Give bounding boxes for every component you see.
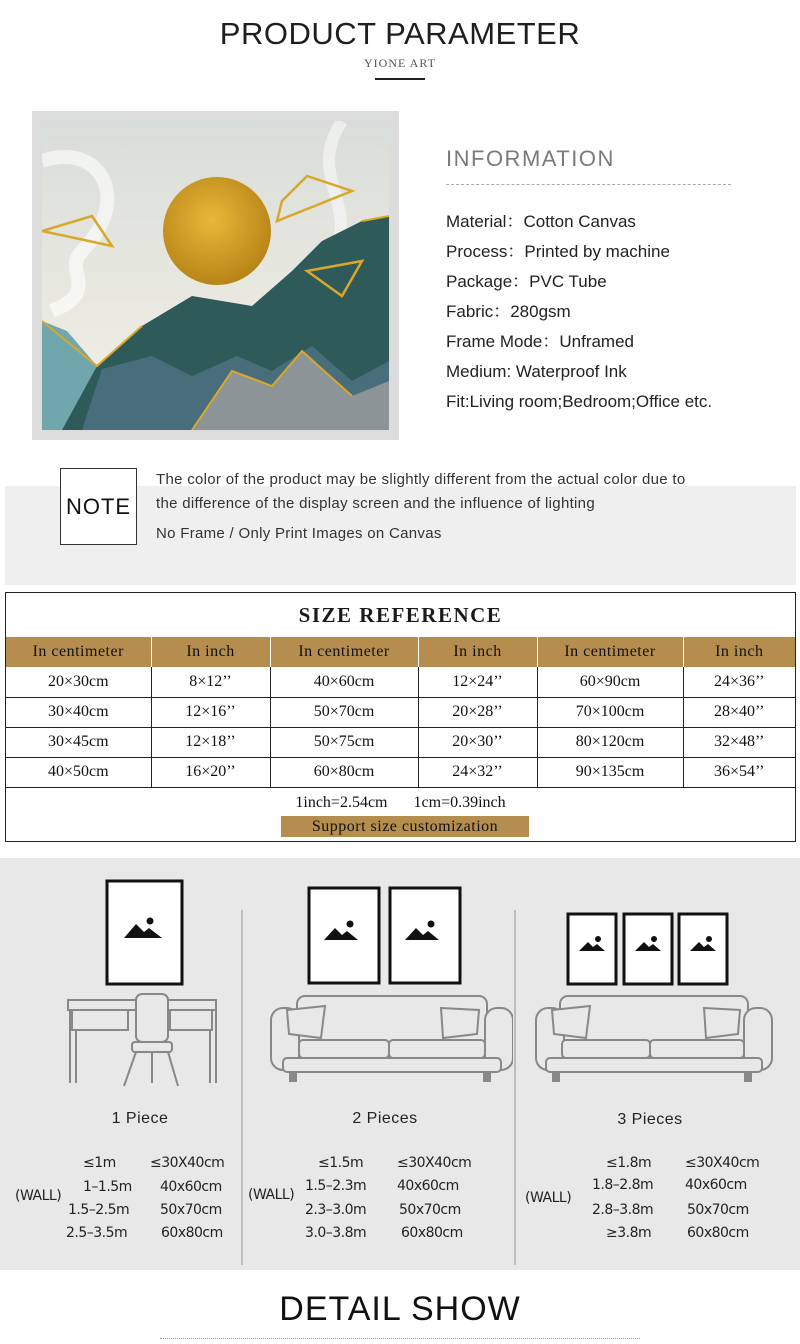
information-list: [446, 207, 776, 417]
table-cell: 12×24’’: [418, 667, 537, 697]
wall-width: 1.5–2.5m: [68, 1202, 130, 1218]
wall-width: 2.5–3.5m: [66, 1225, 128, 1241]
canvas-size: 60x80cm: [401, 1225, 463, 1241]
column-header: In centimeter: [537, 637, 683, 667]
note-line-3: No Frame / Only Print Images on Canvas: [156, 525, 442, 542]
table-cell: 40×60cm: [270, 667, 418, 697]
table-cell: 8×12’’: [151, 667, 270, 697]
table-cell: 24×32’’: [418, 757, 537, 787]
section-divider: [514, 910, 516, 1265]
column-header: In centimeter: [270, 637, 418, 667]
table-cell: 30×45cm: [6, 727, 151, 757]
size-table-header: [6, 637, 795, 667]
wall-width: 1–1.5m: [83, 1179, 132, 1195]
table-cell: 90×135cm: [537, 757, 683, 787]
canvas-size: 40x60cm: [397, 1178, 459, 1194]
info-fit: Fit:Living room;Bedroom;Office etc.: [446, 392, 713, 411]
column-header: In centimeter: [6, 637, 151, 667]
table-cell: 24×36’’: [683, 667, 795, 697]
detail-subtitle-rule: [160, 1338, 640, 1344]
info-frame-mode: Frame Mode：Unframed: [446, 332, 635, 351]
table-cell: 70×100cm: [537, 697, 683, 727]
size-table: [6, 637, 795, 788]
info-material: Material：Cotton Canvas: [446, 212, 636, 231]
canvas-size: ≤30X40cm: [685, 1155, 760, 1171]
wall-label: (WALL): [15, 1188, 62, 1204]
wall-width: 1.5–2.3m: [305, 1178, 367, 1194]
note-label: NOTE: [65, 494, 132, 519]
title-underline: [375, 78, 425, 80]
table-cell: 60×90cm: [537, 667, 683, 697]
wall-width: ≤1m: [83, 1155, 116, 1171]
note-badge: [60, 468, 137, 545]
canvas-size: ≤30X40cm: [397, 1155, 472, 1171]
table-cell: 50×70cm: [270, 697, 418, 727]
table-cell: 30×40cm: [6, 697, 151, 727]
desk-scene-icon: [0, 858, 240, 1098]
table-cell: 12×18’’: [151, 727, 270, 757]
table-cell: 50×75cm: [270, 727, 418, 757]
size-reference-title: SIZE REFERENCE: [298, 603, 503, 627]
customization-banner: Support size customization: [281, 816, 529, 837]
inch-conversion: 1inch=2.54cm: [295, 794, 388, 811]
table-cell: 36×54’’: [683, 757, 795, 787]
wall-label: (WALL): [248, 1187, 295, 1203]
table-cell: 20×30’’: [418, 727, 537, 757]
note-line-2: the difference of the display screen and the influence of lighting: [156, 495, 595, 512]
information-panel: [446, 146, 776, 417]
table-row: [6, 697, 795, 727]
wall-width: 2.3–3.0m: [305, 1202, 367, 1218]
table-cell: 80×120cm: [537, 727, 683, 757]
column-header: In inch: [683, 637, 795, 667]
dashed-divider: [446, 184, 731, 185]
section-divider: [241, 910, 243, 1265]
column-header: In inch: [151, 637, 270, 667]
wall-label: (WALL): [525, 1190, 572, 1206]
room-one-piece: [0, 858, 240, 1270]
room-label: 2 Pieces: [352, 1110, 418, 1127]
table-cell: 20×28’’: [418, 697, 537, 727]
canvas-size: 40x60cm: [160, 1179, 222, 1195]
canvas-size: 50x70cm: [399, 1202, 461, 1218]
canvas-size: 50x70cm: [160, 1202, 222, 1218]
sofa-two-frames-icon: [245, 858, 513, 1098]
detail-show-title: DETAIL SHOW: [279, 1290, 521, 1328]
brand-subtitle: YIONE ART: [364, 56, 436, 70]
cm-conversion: 1cm=0.39inch: [413, 794, 506, 811]
wall-width: ≤1.5m: [318, 1155, 364, 1171]
product-image: [32, 111, 399, 440]
room-two-pieces: [245, 858, 513, 1270]
wall-width: 3.0–3.8m: [305, 1225, 367, 1241]
table-row: [6, 667, 795, 697]
canvas-size: ≤30X40cm: [150, 1155, 225, 1171]
table-row: [6, 727, 795, 757]
wall-width: ≤1.8m: [606, 1155, 652, 1171]
table-cell: 12×16’’: [151, 697, 270, 727]
info-package: Package：PVC Tube: [446, 272, 607, 291]
note-text: [156, 468, 786, 546]
mountain-sun-painting: [42, 121, 389, 430]
room-label: 1 Piece: [111, 1110, 169, 1127]
page-title: PRODUCT PARAMETER: [219, 16, 581, 51]
room-three-pieces: [518, 858, 800, 1270]
table-cell: 40×50cm: [6, 757, 151, 787]
room-size-guide: [0, 858, 800, 1270]
table-cell: 20×30cm: [6, 667, 151, 697]
table-cell: 16×20’’: [151, 757, 270, 787]
table-cell: 28×40’’: [683, 697, 795, 727]
info-fabric: Fabric：280gsm: [446, 302, 571, 321]
table-cell: 32×48’’: [683, 727, 795, 757]
wall-width: 1.8–2.8m: [592, 1177, 654, 1193]
information-heading: INFORMATION: [446, 146, 615, 171]
wall-width: ≥3.8m: [606, 1225, 652, 1241]
note-line-1: The color of the product may be slightly different from the actual color due to: [156, 471, 686, 488]
canvas-size: 40x60cm: [685, 1177, 747, 1193]
canvas-size: 60x80cm: [161, 1225, 223, 1241]
sofa-three-frames-icon: [518, 858, 800, 1098]
wall-width: 2.8–3.8m: [592, 1202, 654, 1218]
info-process: Process：Printed by machine: [446, 242, 670, 261]
canvas-size: 50x70cm: [687, 1202, 749, 1218]
size-reference-table: [5, 592, 796, 842]
unit-conversion: [6, 794, 795, 812]
canvas-size: 60x80cm: [687, 1225, 749, 1241]
room-label: 3 Pieces: [617, 1111, 683, 1128]
column-header: In inch: [418, 637, 537, 667]
page-header: [0, 0, 800, 100]
table-cell: 60×80cm: [270, 757, 418, 787]
info-medium: Medium: Waterproof Ink: [446, 362, 627, 381]
table-row: [6, 757, 795, 787]
